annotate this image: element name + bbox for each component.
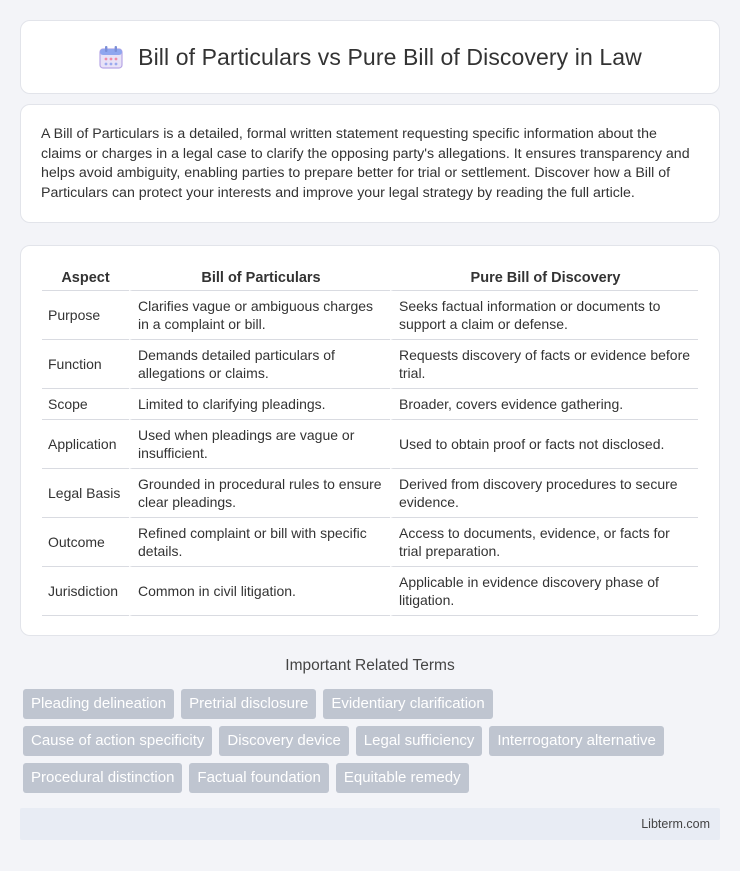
- comparison-table-card: [20, 245, 720, 636]
- table-cell: Seeks factual information or documents to support a claim or defense.: [390, 291, 698, 340]
- table-cell: Grounded in procedural rules to ensure clear pleadings.: [129, 469, 390, 518]
- tag-cause-of-action-specificity[interactable]: Cause of action specificity: [23, 726, 212, 756]
- tag-equitable-remedy[interactable]: Equitable remedy: [336, 763, 469, 793]
- table-row: [42, 567, 698, 616]
- tag-interrogatory-alternative[interactable]: Interrogatory alternative: [489, 726, 663, 756]
- tag-evidentiary-clarification[interactable]: Evidentiary clarification: [323, 689, 492, 719]
- table-cell: Requests discovery of facts or evidence before trial.: [390, 340, 698, 389]
- table-row: [42, 469, 698, 518]
- tag-factual-foundation[interactable]: Factual foundation: [189, 763, 328, 793]
- table-header-pure-bill-of-discovery: Pure Bill of Discovery: [390, 265, 698, 291]
- table-row: [42, 340, 698, 389]
- table-cell: Limited to clarifying pleadings.: [129, 389, 390, 420]
- table-cell: Used to obtain proof or facts not disclosed.: [390, 420, 698, 469]
- table-cell-aspect: Scope: [42, 389, 129, 420]
- table-cell-aspect: Outcome: [42, 518, 129, 567]
- table-cell-aspect: Application: [42, 420, 129, 469]
- table-cell: Applicable in evidence discovery phase of litigation.: [390, 567, 698, 616]
- table-cell-aspect: Legal Basis: [42, 469, 129, 518]
- table-cell-aspect: Jurisdiction: [42, 567, 129, 616]
- table-cell: Clarifies vague or ambiguous charges in a complaint or bill.: [129, 291, 390, 340]
- table-row: [42, 389, 698, 420]
- tag-legal-sufficiency[interactable]: Legal sufficiency: [356, 726, 483, 756]
- table-cell: Common in civil litigation.: [129, 567, 390, 616]
- table-cell: Broader, covers evidence gathering.: [390, 389, 698, 420]
- table-row: [42, 291, 698, 340]
- footer: [20, 808, 720, 840]
- header-card: [20, 20, 720, 94]
- table-cell: Used when pleadings are vague or insufficient.: [129, 420, 390, 469]
- comparison-table: [42, 265, 698, 616]
- page-title: Bill of Particulars vs Pure Bill of Discovery in Law: [138, 43, 642, 70]
- related-terms-title: Important Related Terms: [285, 657, 455, 674]
- calendar-icon: [98, 44, 124, 70]
- tag-discovery-device[interactable]: Discovery device: [219, 726, 348, 756]
- table-header-aspect: Aspect: [42, 265, 129, 291]
- tag-row: [23, 689, 723, 719]
- table-cell: Refined complaint or bill with specific details.: [129, 518, 390, 567]
- table-row: [42, 420, 698, 469]
- table-cell: Demands detailed particulars of allegations or claims.: [129, 340, 390, 389]
- table-cell: Access to documents, evidence, or facts for trial preparation.: [390, 518, 698, 567]
- tag-row: [23, 726, 723, 756]
- table-row: [42, 518, 698, 567]
- table-header-bill-of-particulars: Bill of Particulars: [129, 265, 390, 291]
- tag-pleading-delineation[interactable]: Pleading delineation: [23, 689, 174, 719]
- related-terms-tags: [23, 689, 723, 800]
- footer-site-link[interactable]: Libterm.com: [641, 817, 710, 831]
- tag-procedural-distinction[interactable]: Procedural distinction: [23, 763, 182, 793]
- tag-row: [23, 763, 723, 793]
- intro-text: A Bill of Particulars is a detailed, formal written statement requesting specific information about the claims or charges in a legal case to clarify the opposing party's allegations. It ensures transparency and helps avoid ambiguity, enabling parties to prepare better for trial or settlement. Discover how a Bill of Particulars can protect your interests and improve your legal strategy by reading the full article.: [41, 126, 690, 201]
- tag-pretrial-disclosure[interactable]: Pretrial disclosure: [181, 689, 316, 719]
- table-cell-aspect: Purpose: [42, 291, 129, 340]
- intro-card: [20, 104, 720, 223]
- table-cell-aspect: Function: [42, 340, 129, 389]
- table-cell: Derived from discovery procedures to secure evidence.: [390, 469, 698, 518]
